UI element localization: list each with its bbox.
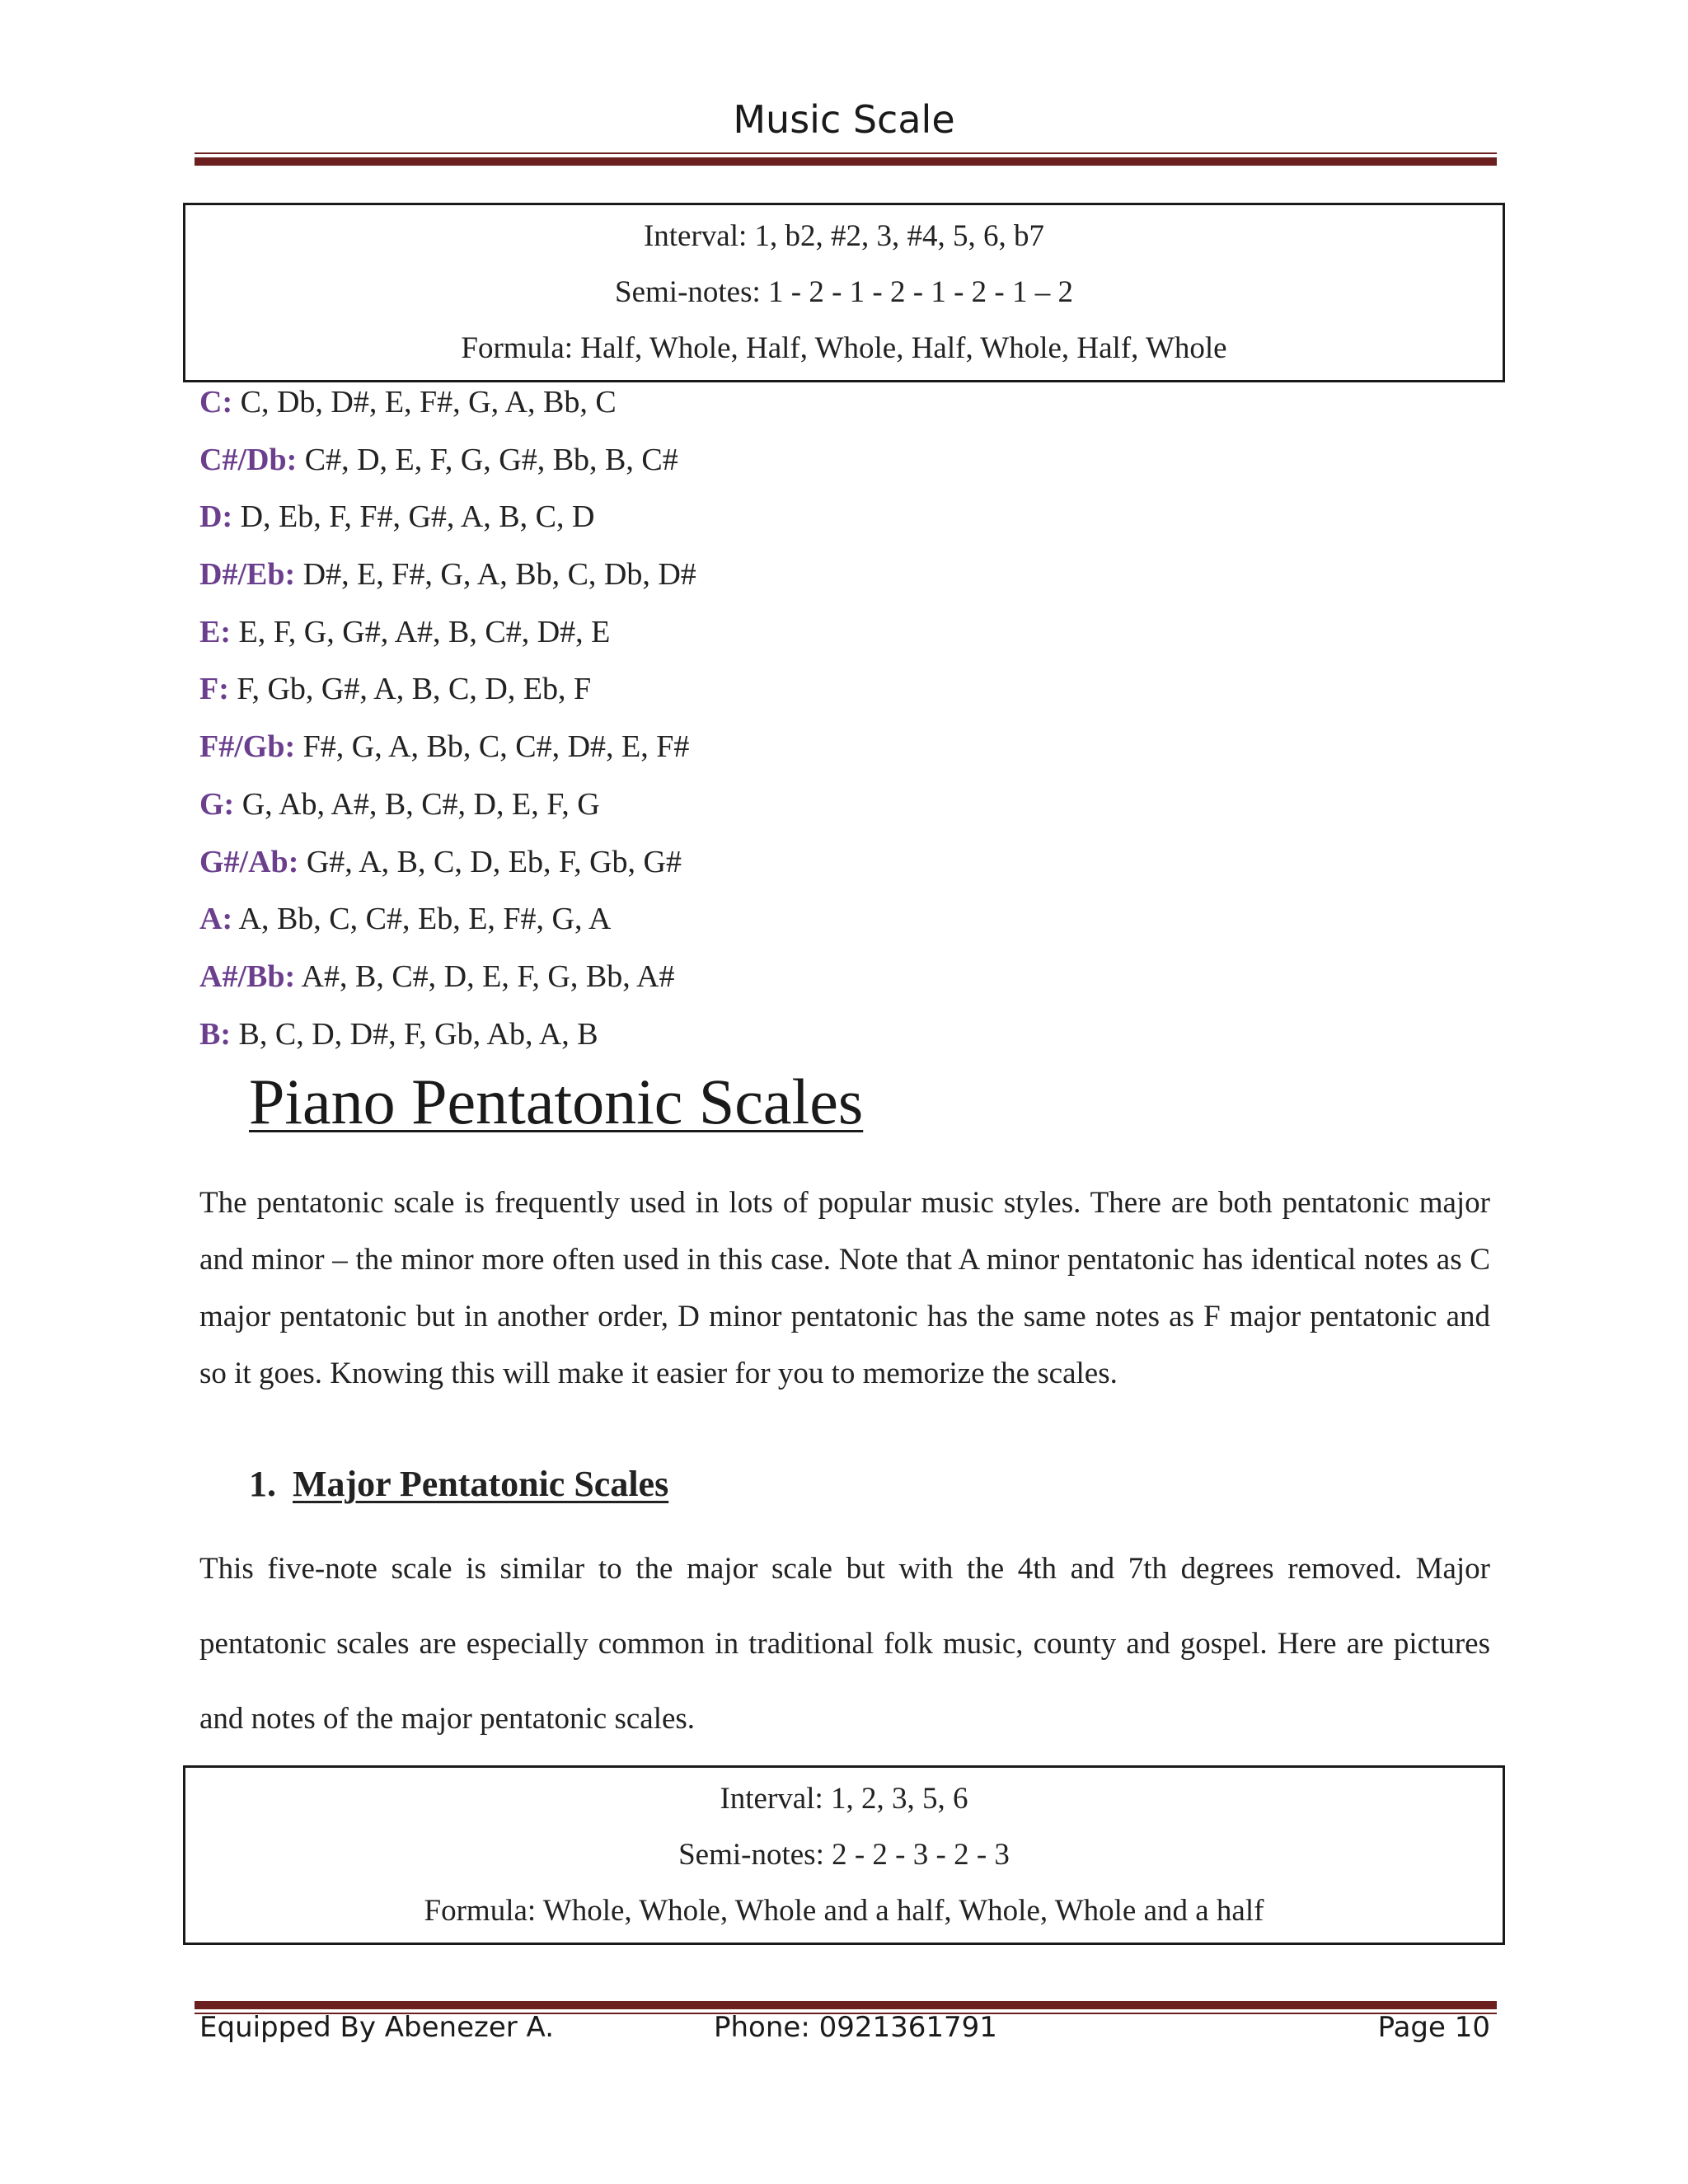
scale-list <box>199 377 696 1066</box>
formula-line: Formula: Whole, Whole, Whole and a half, Whole, Whole and a half <box>424 1894 1264 1928</box>
scale-notes: F#, G, A, Bb, C, C#, D#, E, F# <box>295 729 690 765</box>
scale-row <box>199 435 696 493</box>
header-rule-thin <box>195 152 1497 154</box>
scale-key: F: <box>199 672 229 707</box>
scale-key: E: <box>199 614 231 649</box>
header-rule-thick <box>195 157 1497 166</box>
scale-notes: B, C, D, D#, F, Gb, Ab, A, B <box>231 1016 598 1052</box>
scale-row <box>199 664 696 722</box>
scale-key: D: <box>199 499 233 535</box>
formula-line: Formula: Half, Whole, Half, Whole, Half, Whole, Half, Whole <box>461 331 1227 365</box>
scale-notes: E, F, G, G#, A#, B, C#, D#, E <box>231 614 611 649</box>
scale-key: G: <box>199 786 235 822</box>
scale-notes: G#, A, B, C, D, Eb, F, Gb, G# <box>298 844 682 879</box>
scale-row <box>199 722 696 780</box>
scale-row <box>199 492 696 550</box>
footer-author: Equipped By Abenezer A. <box>199 2011 555 2044</box>
scale-key: A#/Bb: <box>199 958 296 994</box>
footer-page-number: Page 10 <box>1377 2011 1490 2044</box>
subsection-heading <box>249 1463 668 1505</box>
subsection-title: Major Pentatonic Scales <box>293 1464 669 1504</box>
subsection-paragraph: This five-note scale is similar to the major scale but with the 4th and 7th degrees removed. Major pentatonic scales are especially common in traditional folk music, county and gospel. Here are pictures and notes of the major pentatonic scales. <box>199 1552 1490 1736</box>
page-header-title: Music Scale <box>733 97 955 142</box>
scale-notes: G, Ab, A#, B, C#, D, E, F, G <box>234 786 600 822</box>
subsection-number: 1. <box>249 1464 276 1504</box>
scale-notes: A#, B, C#, D, E, F, G, Bb, A# <box>295 958 675 994</box>
scale-row <box>199 607 696 665</box>
interval-line: Interval: 1, b2, #2, 3, #4, 5, 6, b7 <box>643 219 1045 253</box>
scale-info-box <box>183 203 1505 382</box>
scale-notes: C, Db, D#, E, F#, G, A, Bb, C <box>232 385 617 419</box>
header-rule <box>195 152 1497 166</box>
scale-key: A: <box>199 902 233 937</box>
scale-notes: D#, E, F#, G, A, Bb, C, Db, D# <box>295 557 696 593</box>
scale-row <box>199 550 696 607</box>
scale-row <box>199 894 696 952</box>
scale-key: D#/Eb: <box>199 557 296 593</box>
interval-line: Interval: 1, 2, 3, 5, 6 <box>720 1782 968 1816</box>
scale-key: G#/Ab: <box>199 844 299 879</box>
footer-phone: Phone: 0921361791 <box>714 2011 997 2044</box>
scale-key: C: <box>199 385 233 419</box>
scale-row <box>199 1010 696 1067</box>
semi-notes-line: Semi-notes: 2 - 2 - 3 - 2 - 3 <box>678 1838 1010 1872</box>
scale-row <box>199 780 696 837</box>
intro-paragraph: The pentatonic scale is frequently used in lots of popular music styles. There are both pentatonic major and minor – the minor more often used in this case. Note that A minor pentatonic has identical notes as C major pentatonic but in another order, D minor pentatonic has the same notes as F major pentatonic and so it goes. Knowing this will make it easier for you to memorize the scales. <box>199 1186 1490 1390</box>
scale-notes: A, Bb, C, C#, Eb, E, F#, G, A <box>232 902 612 937</box>
section-title: Piano Pentatonic Scales <box>249 1066 864 1137</box>
footer-rule-thick <box>195 2001 1497 2009</box>
scale-notes: C#, D, E, F, G, G#, Bb, B, C# <box>297 442 678 477</box>
pentatonic-info-box <box>183 1765 1505 1945</box>
scale-row <box>199 377 696 435</box>
scale-row <box>199 837 696 895</box>
scale-notes: D, Eb, F, F#, G#, A, B, C, D <box>232 499 595 535</box>
scale-key: B: <box>199 1016 231 1052</box>
scale-row <box>199 952 696 1010</box>
scale-key: F#/Gb: <box>199 729 296 765</box>
scale-key: C#/Db: <box>199 442 298 477</box>
scale-notes: F, Gb, G#, A, B, C, D, Eb, F <box>228 672 592 707</box>
semi-notes-line: Semi-notes: 1 - 2 - 1 - 2 - 1 - 2 - 1 – 2 <box>615 275 1073 309</box>
